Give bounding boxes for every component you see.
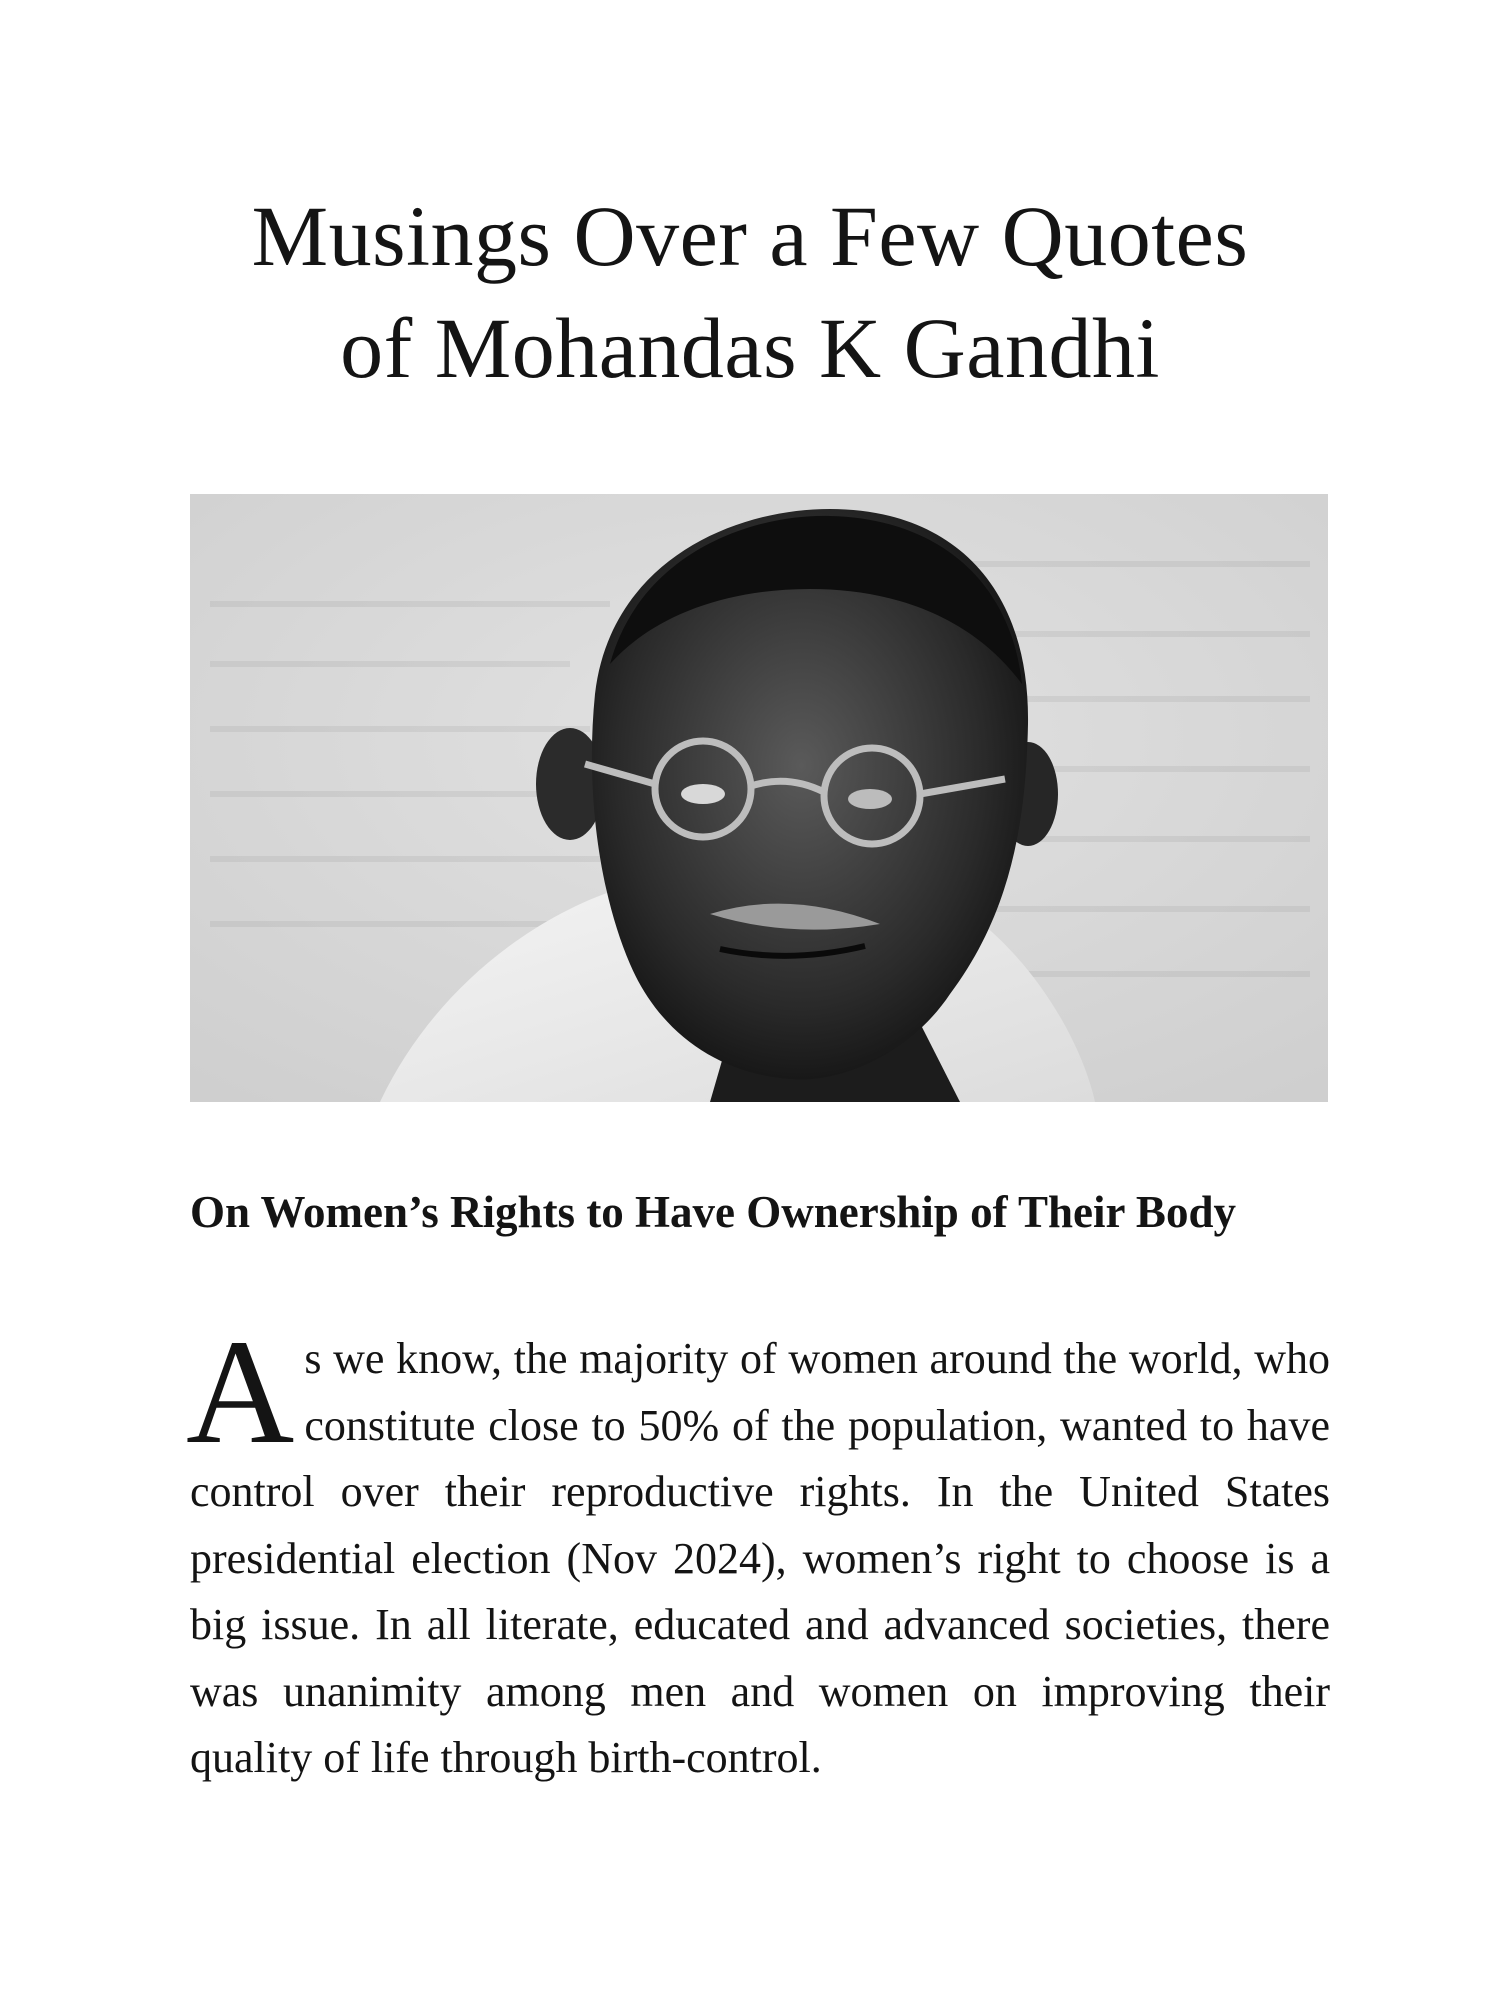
section-heading: On Women’s Rights to Have Ownership of Their Body [190, 1187, 1236, 1237]
paragraph-text: s we know, the majority of women around the world, who constitute close to 50% of the population, wanted to have control over their reproductive rights. In the United States presidential election (Nov 2024), women’s right to choose is a big issue. In all literate, educated and advanced societies, there was unanimity among men and women on improving their quality of life through birth-control. [190, 1334, 1330, 1782]
title-line-2: of Mohandas K Gandhi [340, 300, 1160, 396]
title-line-1: Musings Over a Few Quotes [251, 188, 1249, 284]
portrait-photo [190, 494, 1328, 1102]
portrait-illustration [190, 494, 1328, 1102]
drop-cap: A [186, 1309, 295, 1475]
body-paragraph [186, 1309, 1330, 1792]
page-title [120, 180, 1380, 404]
